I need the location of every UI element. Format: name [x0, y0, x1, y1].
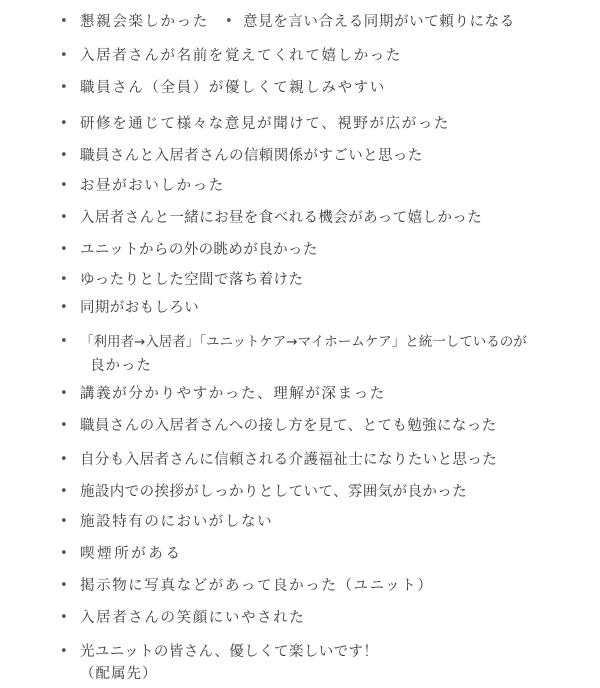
item-text: 入居者さんと一緒にお昼を食べれる機会があって嬉しかった: [80, 210, 483, 226]
item-text: 意見を言い合える同期がいて頼りになる: [243, 14, 515, 30]
item-text: 同期がおもしろい: [80, 300, 200, 316]
bullet: •: [60, 484, 68, 499]
bullet: •: [60, 514, 68, 529]
item-text: 入居者さんが名前を覚えてくれて嬉しかった: [80, 48, 402, 64]
item-text: 職員さん（全員）が優しくて親しみやすい: [80, 80, 386, 96]
item-text: 職員さんの入居者さんへの接し方を見て、とても勉強になった: [80, 418, 497, 434]
bullet: •: [60, 178, 68, 193]
bullet: •: [60, 418, 68, 433]
bullet: •: [60, 48, 68, 63]
bullet: •: [60, 546, 68, 561]
item-text: 喫煙所がある: [80, 546, 183, 562]
item-text: 施設内での挨拶がしっかりとしていて、雰囲気が良かった: [80, 484, 468, 500]
bullet: •: [60, 210, 68, 225]
bullet: •: [60, 14, 68, 29]
item-text: 施設特有のにおいがしない: [80, 514, 274, 530]
item-text: 懇親会楽しかった: [80, 14, 209, 30]
bullet: •: [60, 116, 68, 131]
item-text: 入居者さんの笑顔にいやされた: [80, 610, 306, 626]
bullet: •: [225, 14, 233, 29]
bullet: •: [60, 242, 68, 257]
item-text: 「利用者→入居者」「ユニットケア→マイホームケア」と統一しているのが: [80, 334, 527, 350]
item-text: お昼がおいしかった: [80, 178, 225, 194]
item-text-continuation: （配属先）: [80, 666, 158, 682]
bullet: •: [60, 578, 68, 593]
item-text: ユニットからの外の眺めが良かった: [80, 242, 318, 258]
item-text: 研修を通じて様々な意見が聞けて、視野が広がった: [80, 116, 451, 132]
bullet: •: [60, 148, 68, 163]
bullet: •: [60, 644, 68, 659]
item-text: 講義が分かりやすかった、理解が深まった: [80, 386, 386, 402]
item-text: 自分も入居者さんに信頼される介護福祉士になりたいと思った: [80, 452, 498, 468]
bullet: •: [60, 386, 68, 401]
item-text: 職員さんと入居者さんの信頼関係がすごいと思った: [80, 148, 423, 164]
bullet: •: [60, 80, 68, 95]
bullet: •: [60, 272, 68, 287]
bullet: •: [60, 610, 68, 625]
bullet: •: [60, 334, 68, 349]
bullet: •: [60, 452, 68, 467]
item-text-continuation: 良かった: [90, 358, 152, 374]
item-text: ゆったりとした空間で落ち着けた: [80, 272, 304, 288]
item-text: 掲示物に写真などがあって良かった（ユニット）: [80, 578, 434, 594]
bullet: •: [60, 300, 68, 315]
item-text: 光ユニットの皆さん、優しくて楽しいです！: [80, 644, 379, 660]
